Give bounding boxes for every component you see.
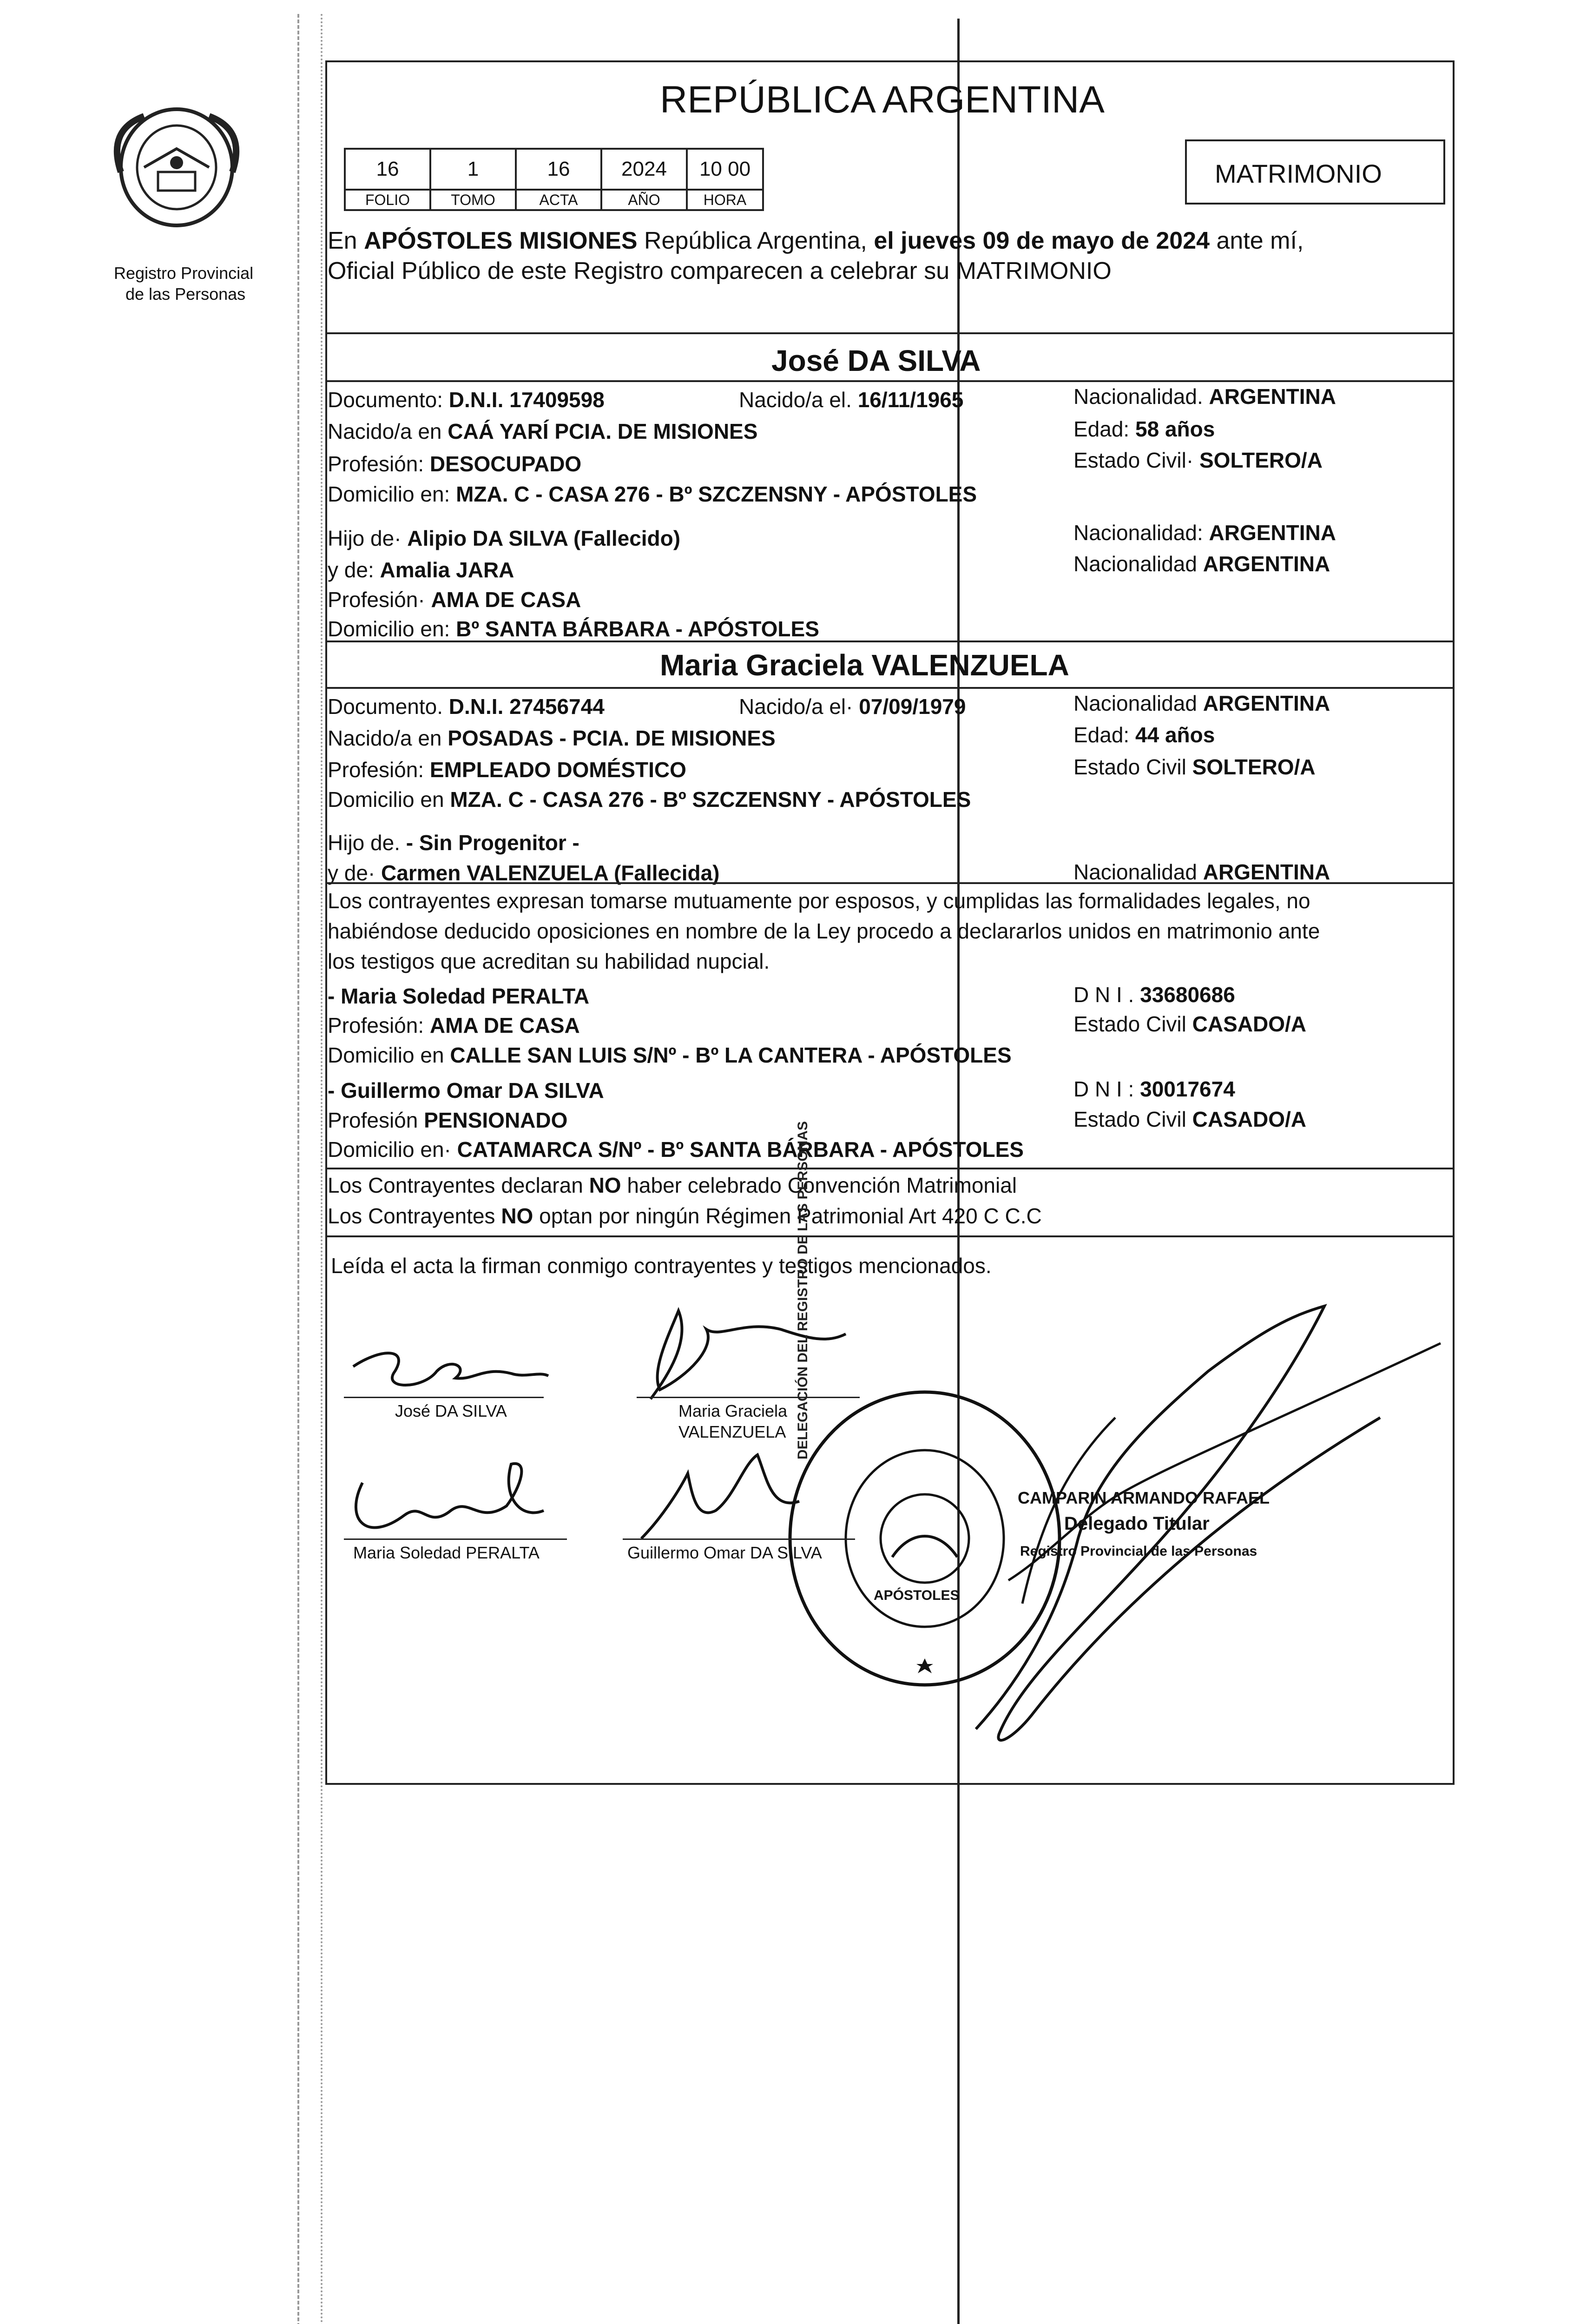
regime-1: Los Contrayentes declaran NO haber celebrado Convención Matrimonial: [328, 1173, 1017, 1197]
witness2-civil: Estado Civil CASADO/A: [1073, 1107, 1306, 1131]
hora-value: 10 00: [687, 149, 763, 190]
folio-value: 16: [345, 149, 430, 190]
tomo-label: TOMO: [430, 190, 516, 210]
record-type: MATRIMONIO: [1215, 159, 1382, 188]
logo-caption-2: de las Personas: [125, 284, 246, 304]
intro-place: APÓSTOLES MISIONES: [364, 227, 638, 254]
spouse1-name: José DA SILVA: [771, 344, 981, 377]
s1-mother: y de: Amalia JARA: [328, 558, 514, 582]
sig-label-3: Maria Soledad PERALTA: [353, 1543, 540, 1562]
s2-civil: Estado Civil SOLTERO/A: [1073, 755, 1316, 779]
s2-birthplace: Nacido/a en POSADAS - PCIA. DE MISIONES: [328, 726, 776, 750]
s1-nat: Nacionalidad. ARGENTINA: [1073, 384, 1336, 409]
official-name: CAMPARIN ARMANDO RAFAEL: [1018, 1488, 1270, 1507]
intro-prefix: En: [328, 227, 357, 254]
witness2-name: - Guillermo Omar DA SILVA: [328, 1078, 604, 1103]
s1-birthplace: Nacido/a en CAÁ YARÍ PCIA. DE MISIONES: [328, 419, 758, 443]
s1-age: Edad: 58 años: [1073, 417, 1215, 441]
s1-mother-nat: Nacionalidad ARGENTINA: [1073, 552, 1330, 576]
ano-label: AÑO: [601, 190, 687, 210]
acta-label: ACTA: [516, 190, 601, 210]
declaration-1: Los contrayentes expresan tomarse mutuamente por esposos, y cumplidas las formalidades legales, no: [328, 889, 1310, 913]
intro-line-2: Oficial Público de este Registro comparecen a celebrar su MATRIMONIO: [328, 257, 1112, 284]
s2-address: Domicilio en MZA. C - CASA 276 - Bº SZCZENSNY - APÓSTOLES: [328, 787, 971, 812]
sig-line-3: [344, 1538, 567, 1540]
s2-nat: Nacionalidad ARGENTINA: [1073, 691, 1330, 715]
folio-label: FOLIO: [345, 190, 430, 210]
sig-line-2: [637, 1397, 860, 1398]
margin-dots: [297, 14, 299, 2324]
tomo-value: 1: [430, 149, 516, 190]
s2-age: Edad: 44 años: [1073, 723, 1215, 747]
rule-4: [325, 687, 1455, 689]
s2-father: Hijo de. - Sin Progenitor -: [328, 831, 579, 855]
s2-mother-nat: Nacionalidad ARGENTINA: [1073, 860, 1330, 884]
sig-label-4: Guillermo Omar DA SILVA: [627, 1543, 822, 1562]
s1-father-nat: Nacionalidad: ARGENTINA: [1073, 521, 1336, 545]
ano-value: 2024: [601, 149, 687, 190]
spouse2-name: Maria Graciela VALENZUELA: [660, 648, 1069, 682]
witness1-dni: D N I . 33680686: [1073, 983, 1235, 1007]
witness1-address: Domicilio en CALLE SAN LUIS S/Nº - Bº LA CANTERA - APÓSTOLES: [328, 1043, 1012, 1067]
witness1-civil: Estado Civil CASADO/A: [1073, 1012, 1306, 1036]
intro-after-date: ante mí,: [1216, 227, 1304, 254]
rule-2: [325, 380, 1455, 382]
record-type-box: [1185, 139, 1445, 205]
rule-1: [325, 332, 1455, 334]
sig-line-4: [623, 1538, 855, 1540]
intro-line-1: [328, 228, 1304, 254]
s2-mother: y de· Carmen VALENZUELA (Fallecida): [328, 861, 720, 885]
s2-doc: Documento. D.N.I. 27456744: [328, 694, 605, 719]
rule-5: [325, 882, 1455, 884]
intro-country: República Argentina,: [644, 227, 867, 254]
margin-dots-2: [321, 14, 323, 2324]
s1-parents-address: Domicilio en: Bº SANTA BÁRBARA - APÓSTOLES: [328, 617, 819, 641]
sig-line-1: [344, 1397, 544, 1398]
witness1-name: - Maria Soledad PERALTA: [328, 984, 590, 1008]
hora-label: HORA: [687, 190, 763, 210]
country-title: REPÚBLICA ARGENTINA: [660, 79, 1105, 121]
witness2-job: Profesión PENSIONADO: [328, 1108, 568, 1132]
s1-born: Nacido/a el. 16/11/1965: [739, 388, 964, 412]
logo-caption-1: Registro Provincial: [114, 264, 254, 283]
s1-parents-job: Profesión· AMA DE CASA: [328, 588, 581, 612]
official-office: Registro Provincial de las Personas: [1020, 1544, 1257, 1559]
rule-3: [325, 640, 1455, 642]
declaration-2: habiéndose deducido oposiciones en nombre de la Ley procedo a declararlos unidos en matrimonio ante: [328, 919, 1320, 943]
s1-father: Hijo de· Alipio DA SILVA (Fallecido): [328, 526, 681, 550]
rule-6: [325, 1168, 1455, 1169]
witness2-address: Domicilio en· CATAMARCA S/Nº - Bº SANTA BÁRBARA - APÓSTOLES: [328, 1137, 1024, 1162]
sig-label-2a: Maria Graciela: [678, 1401, 788, 1420]
s1-civil: Estado Civil· SOLTERO/A: [1073, 448, 1323, 472]
s1-address: Domicilio en: MZA. C - CASA 276 - Bº SZCZENSNY - APÓSTOLES: [328, 482, 977, 506]
intro-date: el jueves 09 de mayo de 2024: [874, 227, 1210, 254]
s2-born: Nacido/a el· 07/09/1979: [739, 694, 966, 719]
witness1-job: Profesión: AMA DE CASA: [328, 1013, 580, 1037]
witness2-dni: D N I : 30017674: [1073, 1077, 1235, 1101]
province-logo: [93, 98, 260, 237]
s1-doc: Documento: D.N.I. 17409598: [328, 388, 605, 412]
acta-value: 16: [516, 149, 601, 190]
rule-7: [325, 1235, 1455, 1237]
s2-job: Profesión: EMPLEADO DOMÉSTICO: [328, 758, 686, 782]
closing-line: Leída el acta la firman conmigo contrayentes y testigos mencionados.: [331, 1254, 992, 1278]
stamp-bottom-text: APÓSTOLES: [874, 1588, 960, 1603]
stamp-ring-text: DELEGACIÓN DEL REGISTRO DE LAS PERSONAS: [795, 1121, 810, 1459]
signatures: [325, 1278, 1455, 1766]
registry-table: [344, 148, 764, 211]
official-title: Delegado Titular: [1064, 1513, 1210, 1534]
sig-label-2b: VALENZUELA: [678, 1422, 786, 1441]
declaration-3: los testigos que acreditan su habilidad nupcial.: [328, 949, 770, 973]
s1-job: Profesión: DESOCUPADO: [328, 452, 582, 476]
sig-label-1: José DA SILVA: [395, 1401, 507, 1420]
regime-2: Los Contrayentes NO optan por ningún Régimen Patrimonial Art 420 C C.C: [328, 1204, 1042, 1228]
